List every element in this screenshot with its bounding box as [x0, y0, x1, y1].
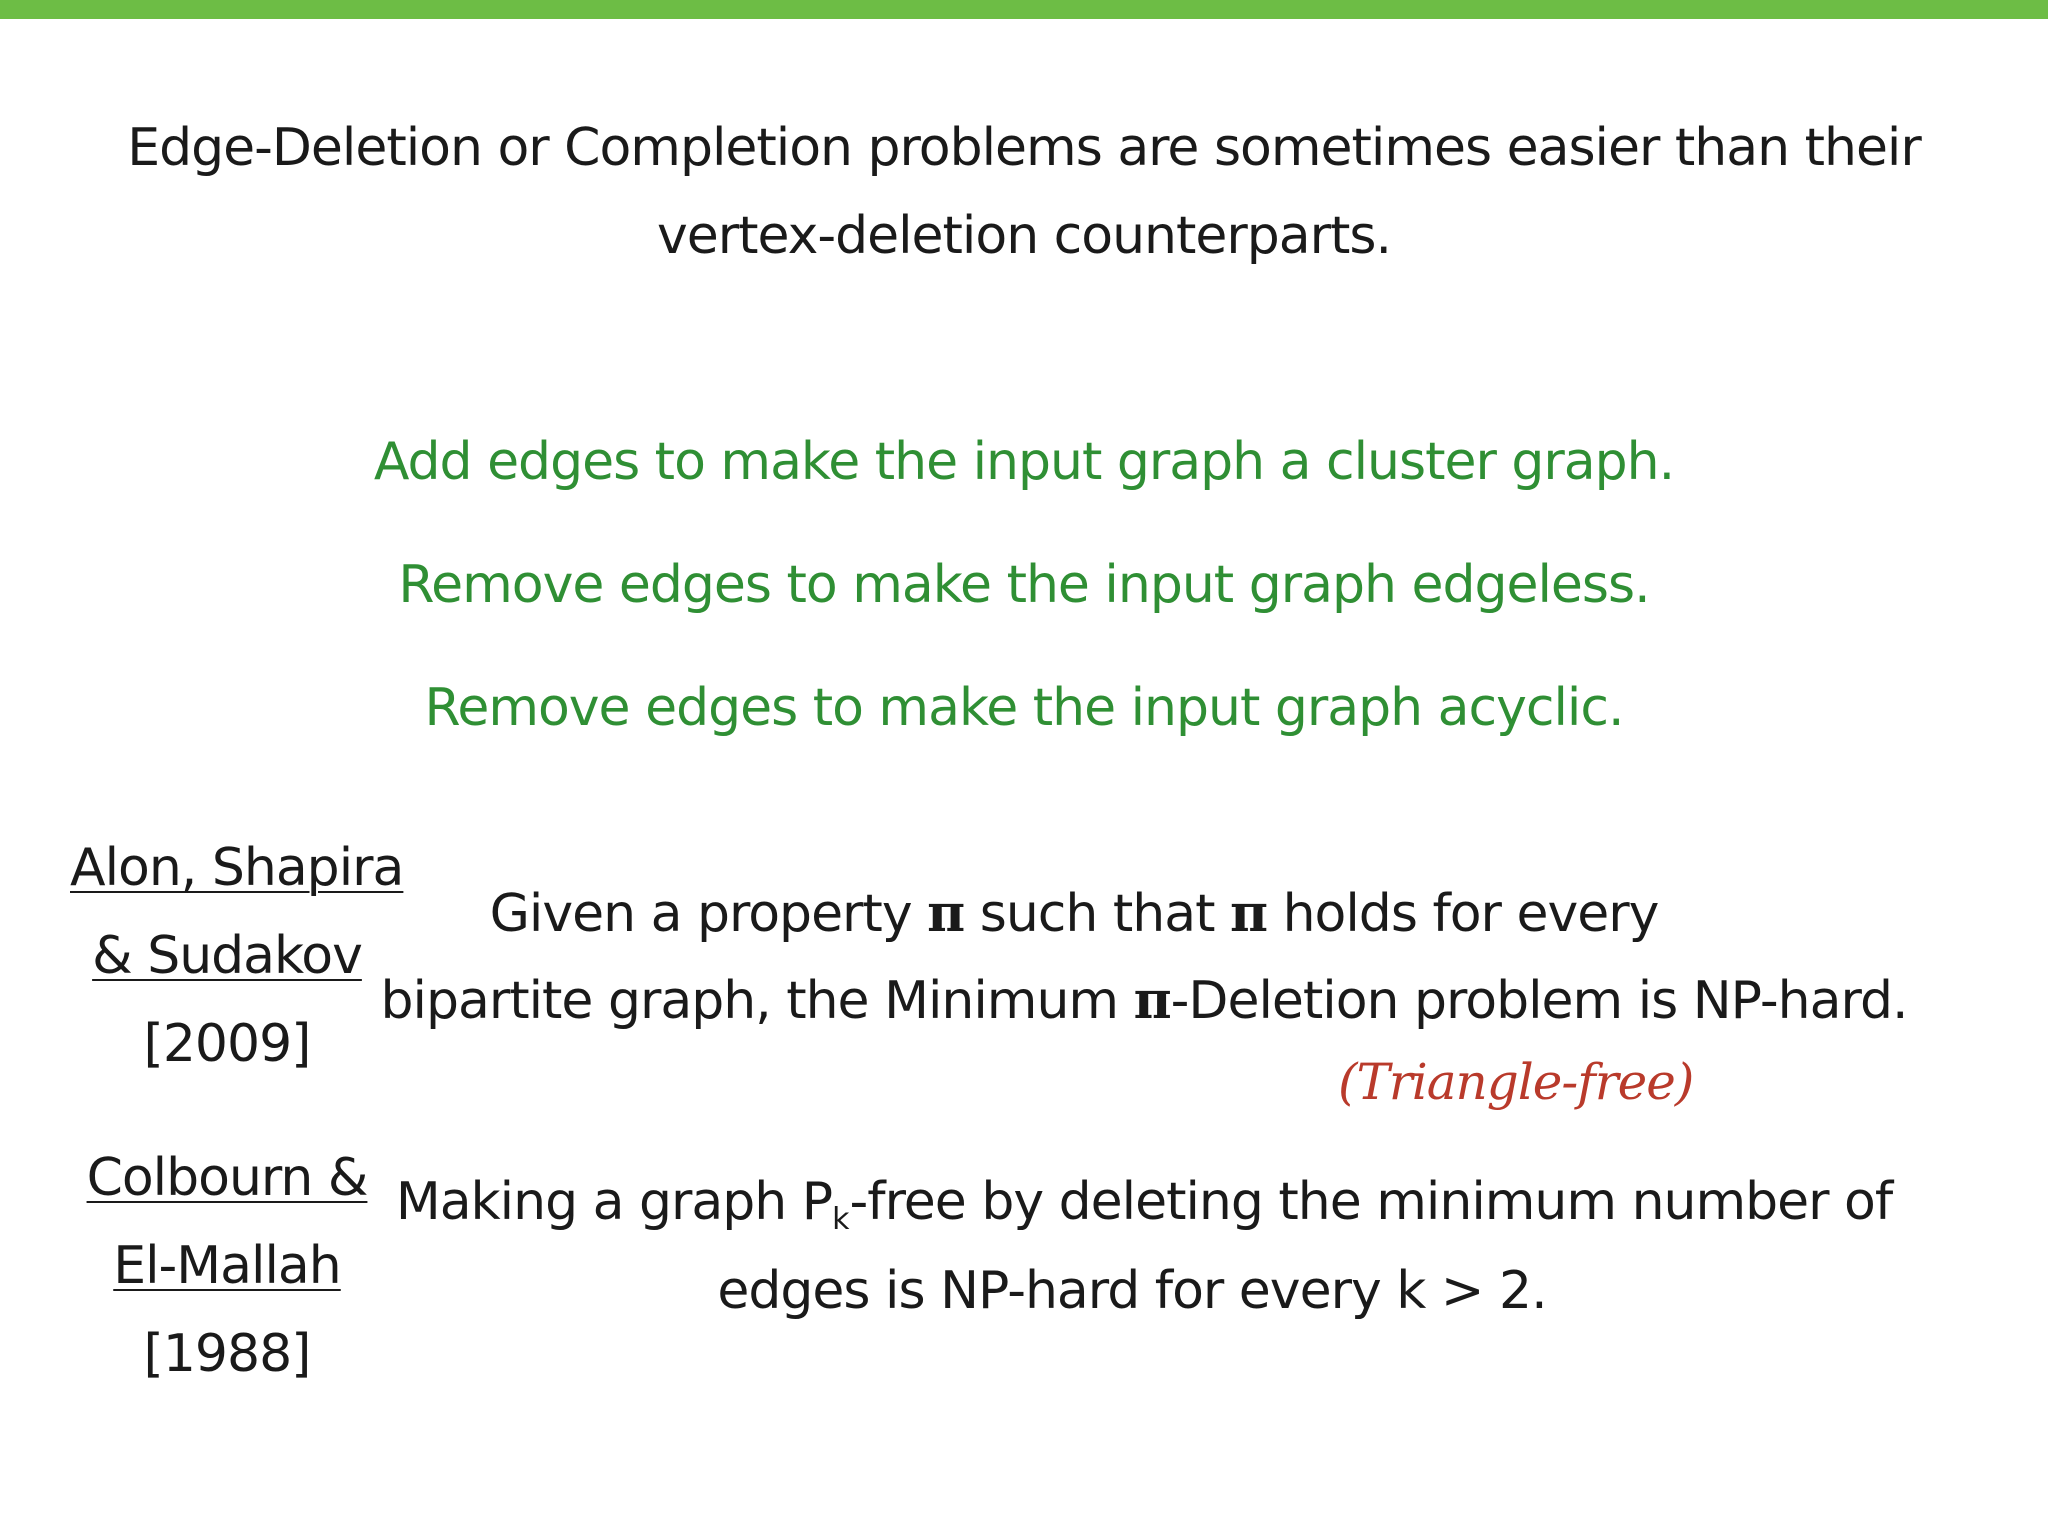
- pi-symbol: π: [927, 883, 965, 944]
- citation-colbourn-year: [1988]: [143, 1324, 311, 1384]
- result1-line1-part-b: such that: [964, 884, 1230, 944]
- result1-line-1: [50, 884, 2048, 944]
- citation-colbourn-authors-1: Colbourn &: [86, 1148, 368, 1208]
- citation-alon-authors-2: & Sudakov: [92, 926, 362, 986]
- result2-line1-part-b: -free by deleting the minimum number of: [849, 1172, 1893, 1232]
- handwritten-annotation-triangle-free: (Triangle-free): [1338, 1053, 1694, 1111]
- result1-line1-part-a: Given a property: [489, 884, 928, 944]
- example-cluster-graph: Add edges to make the input graph a cluster graph.: [373, 432, 1675, 492]
- result1-line2-part-a: bipartite graph, the Minimum: [380, 971, 1134, 1031]
- result1-line1-part-c: holds for every: [1267, 884, 1659, 944]
- result2-line-2: edges is NP-hard for every k > 2.: [717, 1261, 1547, 1321]
- result1-line-2: [120, 971, 2048, 1031]
- example-acyclic: Remove edges to make the input graph acyclic.: [424, 678, 1624, 738]
- intro-line-1: Edge-Deletion or Completion problems are sometimes easier than their: [127, 118, 1921, 178]
- example-edgeless: Remove edges to make the input graph edgeless.: [398, 555, 1650, 615]
- result2-line1-part-a: Making a graph P: [395, 1172, 833, 1232]
- intro-line-2: vertex-deletion counterparts.: [656, 206, 1392, 266]
- pi-symbol: π: [1230, 883, 1268, 944]
- subscript-k: k: [832, 1202, 850, 1237]
- citation-alon-authors-1: Alon, Shapira: [70, 838, 404, 898]
- top-accent-bar: [0, 0, 2048, 19]
- citation-colbourn-authors-2: El-Mallah: [113, 1236, 341, 1296]
- citation-alon-year: [2009]: [143, 1014, 311, 1074]
- result1-line2-part-b: -Deletion problem is NP-hard.: [1170, 971, 1908, 1031]
- pi-symbol: π: [1133, 970, 1171, 1031]
- result2-line-1: [120, 1172, 2048, 1250]
